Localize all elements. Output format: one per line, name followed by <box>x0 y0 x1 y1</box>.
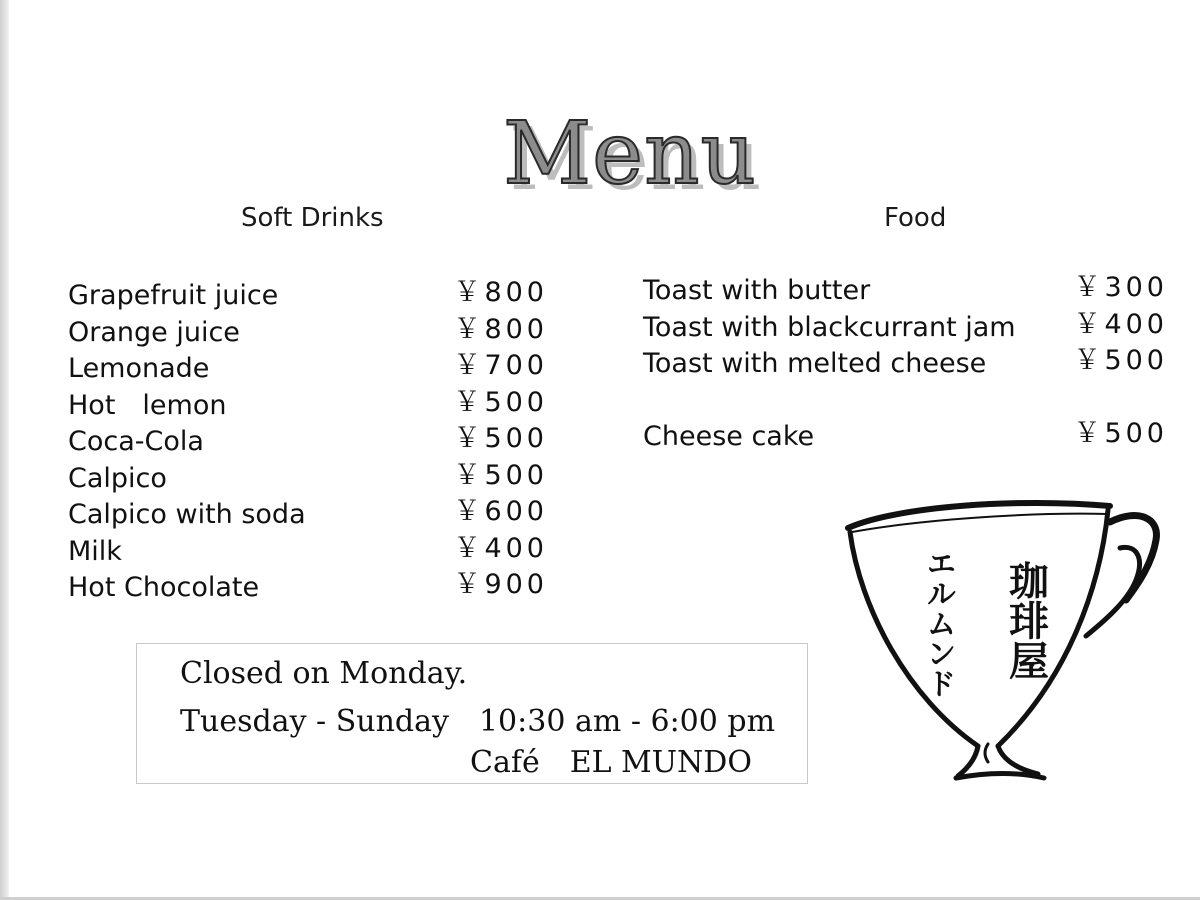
item-price: ￥800 <box>453 277 548 308</box>
cup-katakana-text: エルムンド <box>920 548 956 698</box>
item-name: Lemonade <box>68 353 210 384</box>
soft-drinks-heading: Soft Drinks <box>241 203 384 233</box>
coffee-cup-illustration <box>838 488 1168 788</box>
item-price: ￥900 <box>453 569 548 600</box>
opening-hours-box <box>136 643 808 784</box>
list-item <box>68 570 548 607</box>
item-name: Calpico <box>68 462 167 494</box>
item-name: Toast with butter <box>643 275 871 306</box>
item-name: Cheese cake <box>643 420 815 452</box>
list-item <box>643 273 1168 310</box>
food-list <box>643 273 1168 455</box>
list-item <box>68 278 548 315</box>
item-name: Coca-Cola <box>68 426 204 457</box>
item-name: Orange juice <box>68 316 240 348</box>
item-price: ￥800 <box>453 313 548 345</box>
cafe-name: Café EL MUNDO <box>470 745 752 780</box>
item-price: ￥500 <box>1073 345 1168 376</box>
item-price: ￥700 <box>453 350 548 381</box>
list-item <box>68 461 548 498</box>
list-item <box>643 346 1168 383</box>
item-price: ￥500 <box>1073 417 1168 449</box>
item-name: Grapefruit juice <box>68 280 279 311</box>
food-heading: Food <box>884 203 947 233</box>
item-name: Hot Chocolate <box>68 572 260 603</box>
item-name: Milk <box>68 535 122 567</box>
list-item <box>68 424 548 461</box>
closed-day-text: Closed on Monday. <box>180 656 468 691</box>
opening-hours-text: Tuesday - Sunday 10:30 am - 6:00 pm <box>180 704 776 739</box>
page-edge-left <box>0 0 9 900</box>
item-price: ￥500 <box>453 423 548 454</box>
item-name: Toast with blackcurrant jam <box>643 311 1016 343</box>
cup-kanji-text: 珈琲屋 <box>1002 560 1050 680</box>
list-item <box>68 315 548 352</box>
item-price: ￥500 <box>453 459 548 491</box>
list-item <box>643 310 1168 347</box>
item-price: ￥500 <box>453 386 548 418</box>
list-item <box>68 497 548 534</box>
item-price: ￥300 <box>1073 272 1168 303</box>
list-item <box>68 388 548 425</box>
list-item <box>643 419 1168 456</box>
item-price: ￥400 <box>453 532 548 564</box>
item-name: Hot lemon <box>68 389 227 421</box>
item-name: Calpico with soda <box>68 499 306 530</box>
list-item <box>68 351 548 388</box>
list-item <box>68 534 548 571</box>
item-name: Toast with melted cheese <box>643 348 987 379</box>
item-price: ￥600 <box>453 496 548 527</box>
soft-drinks-list <box>68 278 548 607</box>
item-price: ￥400 <box>1073 308 1168 340</box>
menu-title: Menu <box>503 104 757 204</box>
